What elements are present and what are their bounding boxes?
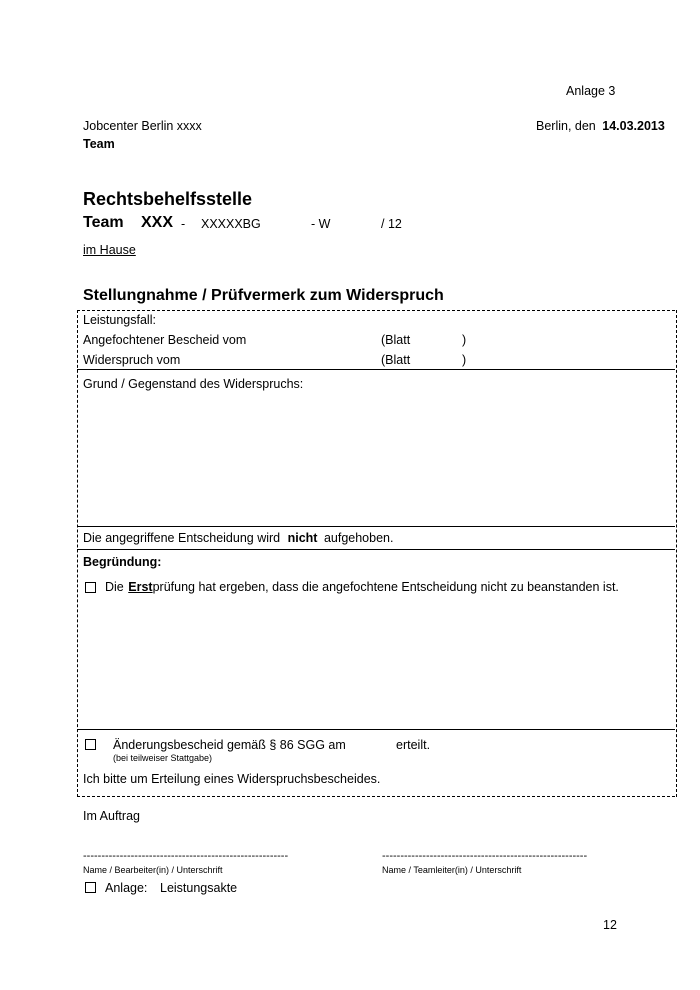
signature-line-right: -------------------------------------------------------- — [382, 850, 588, 862]
erstpruefung-checkbox[interactable] — [85, 582, 96, 593]
recipient-location: im Hause — [83, 243, 136, 257]
recipient-title: Rechtsbehelfsstelle — [83, 189, 253, 209]
recipient-team-code: XXX — [141, 214, 174, 231]
document-date: 14.03.2013 — [602, 119, 665, 133]
signature-line-left: -------------------------------------------------------- — [83, 850, 289, 862]
w-code: - W — [311, 217, 331, 231]
form-divider-4 — [77, 729, 675, 730]
bescheid-label: Angefochtener Bescheid vom — [83, 333, 247, 347]
decision-bold: nicht — [287, 531, 318, 545]
section-title: Stellungnahme / Prüfvermerk zum Widerspruch — [83, 287, 444, 304]
signature-label-right: Name / Teamleiter(in) / Unterschrift — [382, 865, 522, 875]
decision-statement — [83, 531, 393, 545]
im-auftrag: Im Auftrag — [83, 809, 140, 823]
anlage-value: Leistungsakte — [160, 881, 238, 895]
form-top-border — [77, 310, 675, 311]
erstpruefung-text — [105, 580, 619, 594]
recipient-dash: - — [181, 217, 186, 231]
form-divider-3 — [77, 549, 675, 550]
place-date-prefix: Berlin, den — [536, 119, 596, 133]
erst-bold: Erst — [128, 580, 153, 594]
decision-post: aufgehoben. — [323, 531, 394, 545]
form-divider-2 — [77, 526, 675, 527]
grund-label: Grund / Gegenstand des Widerspruchs: — [83, 377, 304, 391]
erteilt-text: erteilt. — [396, 738, 431, 752]
bitte-text: Ich bitte um Erteilung eines Widerspruchsbescheides. — [83, 772, 381, 786]
anlage-checkbox[interactable] — [85, 882, 96, 893]
erst-pre: Die — [105, 580, 124, 594]
teilweise-note: (bei teilweiser Stattgabe) — [113, 753, 213, 763]
bg-number: XXXXXBG — [201, 217, 261, 231]
bescheid-blatt-close: ) — [462, 333, 467, 347]
bescheid-blatt: (Blatt — [381, 333, 411, 347]
page-number: 12 — [603, 918, 617, 932]
place-date — [536, 119, 665, 133]
sender-name: Jobcenter Berlin xxxx — [83, 119, 202, 133]
recipient-team-word: Team — [83, 214, 124, 231]
widerspruch-blatt: (Blatt — [381, 353, 411, 367]
aenderung-checkbox[interactable] — [85, 739, 96, 750]
signature-label-left: Name / Bearbeiter(in) / Unterschrift — [83, 865, 223, 875]
widerspruch-blatt-close: ) — [462, 353, 467, 367]
begruendung-label: Begründung: — [83, 555, 162, 569]
aenderung-text: Änderungsbescheid gemäß § 86 SGG am — [113, 738, 346, 752]
attachment-label: Anlage 3 — [566, 84, 616, 98]
form-bottom-border — [77, 796, 675, 797]
year-code: / 12 — [381, 217, 402, 231]
decision-pre: Die angegriffene Entscheidung wird — [83, 531, 281, 545]
leistungsfall-label: Leistungsfall: — [83, 313, 156, 327]
erst-post: prüfung hat ergeben, dass die angefochtene Entscheidung nicht zu beanstanden ist. — [152, 580, 619, 594]
anlage-label: Anlage: — [105, 881, 148, 895]
sender-team: Team — [83, 137, 115, 151]
form-divider-1 — [77, 369, 675, 370]
widerspruch-label: Widerspruch vom — [83, 353, 181, 367]
